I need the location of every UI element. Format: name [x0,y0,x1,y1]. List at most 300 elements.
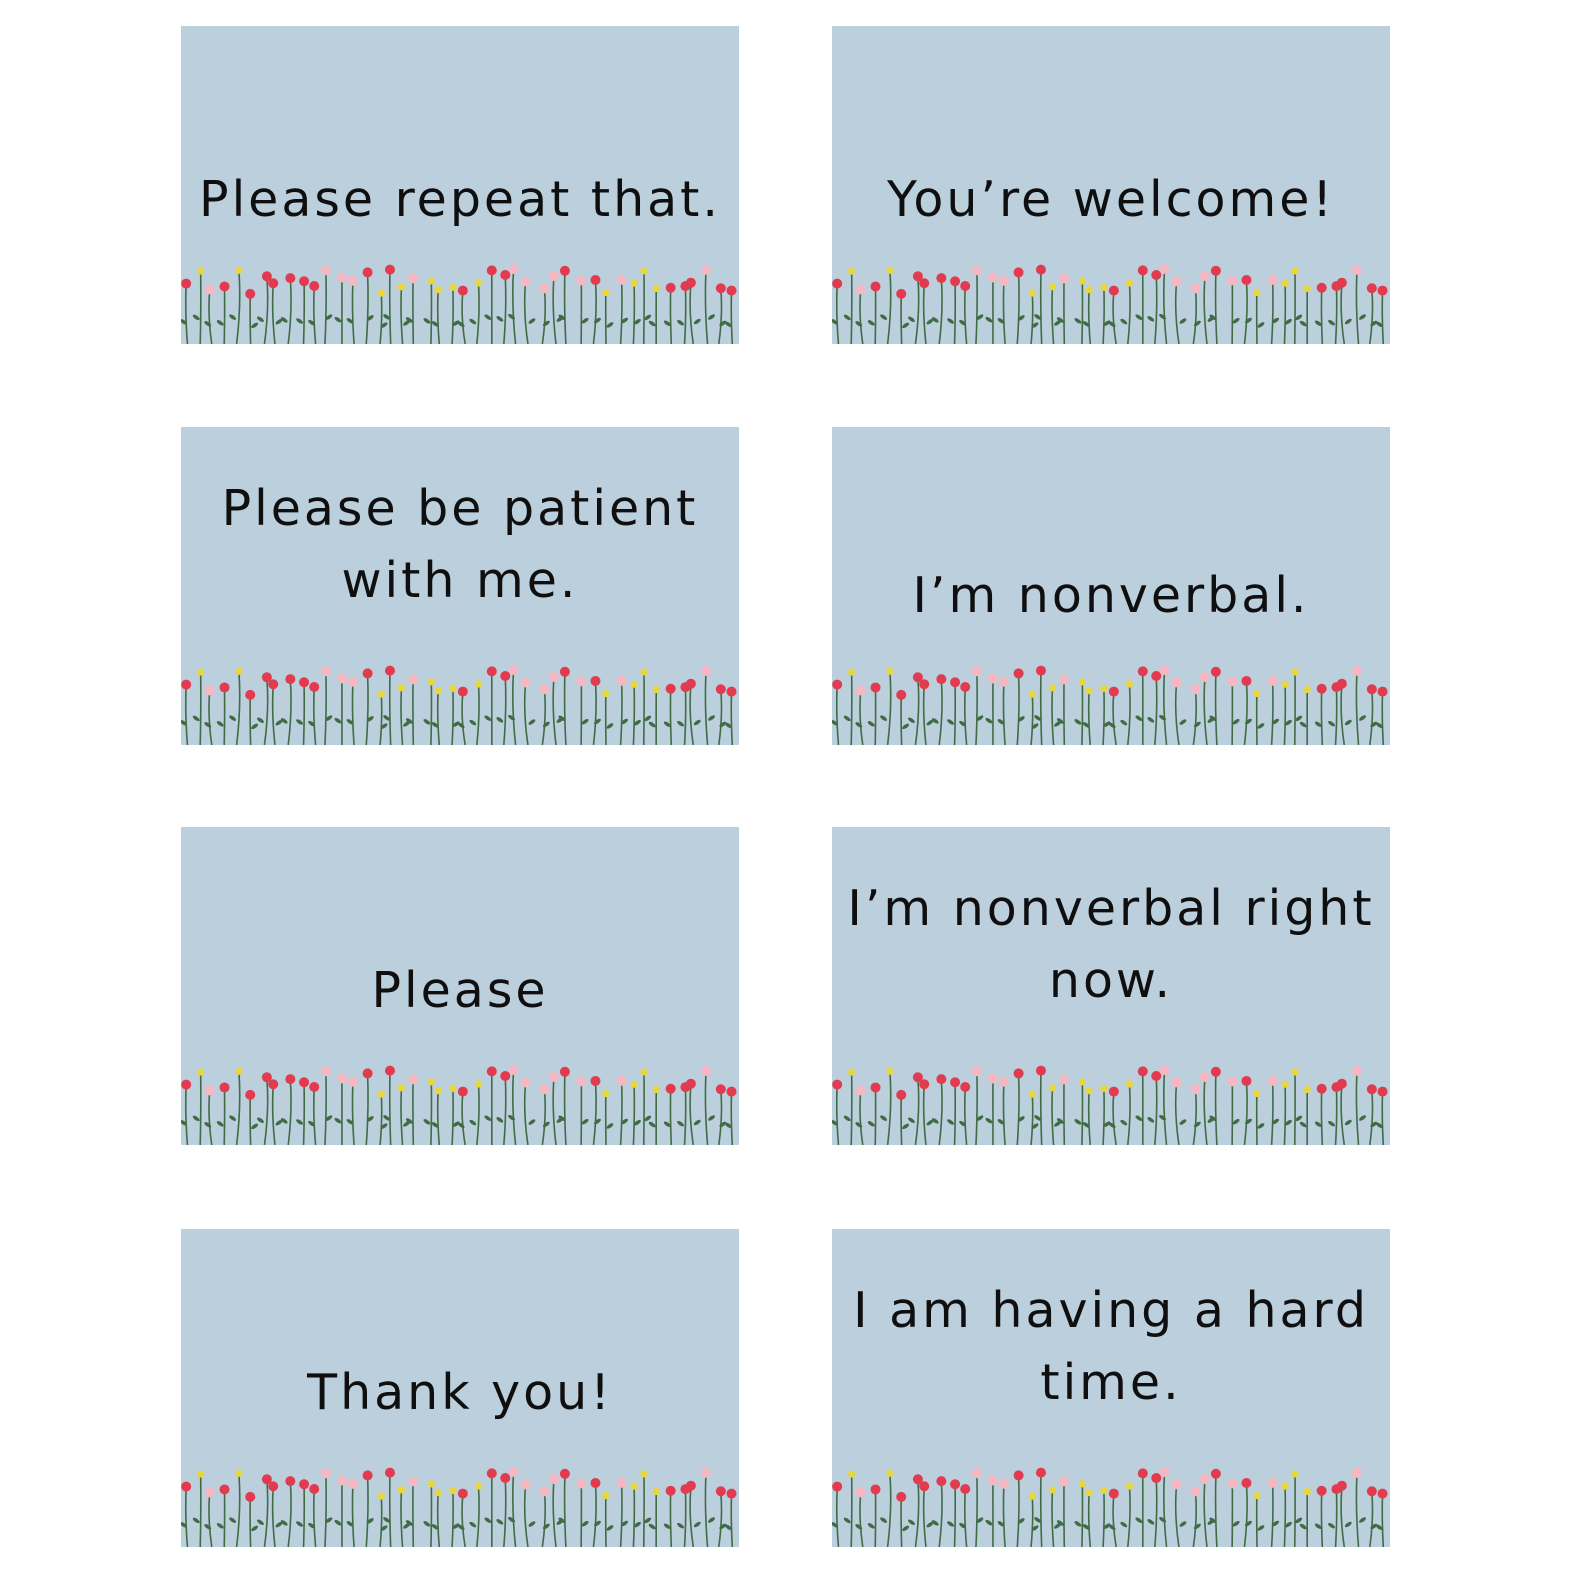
flower-icon [280,1074,295,1145]
flower-icon [946,276,960,344]
flower-icon [382,1468,395,1547]
flower-icon [1200,1474,1215,1547]
flower-icon [716,1084,727,1145]
flower-icon [867,682,881,745]
flower-icon [1108,1087,1119,1145]
flower-icon [1074,1480,1086,1547]
flower-icon [663,1486,676,1547]
flower-icon [1108,1489,1119,1547]
flower-icon [1200,271,1215,344]
flower-icon [1147,1473,1162,1547]
flower-icon [1352,1066,1367,1145]
flower-icon [879,668,893,745]
flower-icon [631,1483,642,1547]
flower-icon [640,1068,652,1145]
flower-icon [879,1470,893,1547]
flower-icon [1241,1478,1252,1547]
flower-icon [245,1492,259,1547]
card-text: You’re welcome! [886,171,1336,228]
flower-icon [1147,270,1162,344]
flower-icon [602,690,614,745]
flower-icon [539,283,550,344]
flower-icon [701,1468,716,1547]
flower-icon [558,667,570,745]
flower-icon [268,1079,283,1145]
flower-icon [1367,283,1378,344]
flower-icon [1291,668,1303,745]
flower-border [832,1463,1390,1547]
flower-icon [457,286,468,344]
flower-icon [1135,666,1148,745]
flower-icon [192,1068,204,1145]
flower-border [181,661,739,745]
flower-icon [896,289,910,344]
flower-icon [181,680,191,745]
flower-icon [617,1478,629,1547]
flower-icon [1241,676,1252,745]
flower-icon [716,684,727,745]
flower-icon [879,267,893,344]
flower-icon [1299,686,1311,745]
flower-icon [468,680,482,745]
flower-icon [549,1474,564,1547]
flower-icon [457,1087,468,1145]
flower-icon [854,1085,865,1145]
flower-icon [946,1479,960,1547]
flower-icon [724,1087,737,1145]
flower-icon [640,267,652,344]
flower-icon [1209,1469,1221,1547]
flower-icon [1135,265,1148,344]
flower-icon [1056,674,1069,745]
flower-icon [1033,1066,1046,1145]
flower-icon [1268,1478,1280,1547]
flower-icon [203,284,214,344]
flower-icon [203,1085,214,1145]
flower-icon [854,685,865,745]
card-text: I am having a hard time. [853,1282,1369,1411]
flower-icon [363,668,375,745]
flower-icon [1056,273,1069,344]
flower-icon [1282,1483,1293,1547]
flower-icon [496,270,511,344]
flower-icon [997,276,1009,344]
flower-icon [203,685,214,745]
flower-icon [334,1073,347,1145]
flower-icon [484,666,497,745]
flower-icon [1314,1486,1327,1547]
flower-icon [1367,684,1378,745]
flower-icon [1171,1077,1187,1145]
flower-icon [539,1486,550,1547]
flower-icon [663,283,676,344]
flower-icon [1074,277,1086,344]
flower-icon [192,668,204,745]
flower-icon [181,1482,191,1547]
flower-icon [1268,1076,1280,1145]
flower-icon [295,677,309,745]
flower-icon [431,286,442,344]
flower-icon [931,1476,946,1547]
flower-icon [1119,1080,1133,1145]
flower-icon [1209,667,1221,745]
flower-icon [280,1476,295,1547]
flower-icon [423,1078,435,1145]
flower-icon [307,281,319,344]
flower-icon [648,1488,660,1547]
flower-icon [307,1082,319,1145]
flower-icon [1327,1082,1341,1145]
flower-icon [972,1468,984,1547]
flower-icon [484,1066,497,1145]
flower-icon [931,674,946,745]
flower-icon [1082,1489,1093,1547]
card-please-repeat [181,26,739,344]
flower-icon [854,1487,865,1547]
flower-icon [203,1487,214,1547]
flower-icon [539,684,550,745]
flower-icon [1074,1078,1086,1145]
flower-icon [1291,1068,1303,1145]
flower-icon [919,679,934,745]
card-text: Please be patient with me. [221,480,699,609]
flower-icon [832,1482,842,1547]
flower-icon [631,280,642,344]
flower-icon [716,1486,727,1547]
flower-icon [1282,280,1293,344]
flower-icon [457,1489,468,1547]
flower-icon [1014,1068,1026,1145]
flower-icon [245,1090,259,1145]
flower-icon [1375,687,1388,745]
flower-icon [192,267,204,344]
flower-icon [701,1066,716,1145]
flower-icon [1268,275,1280,344]
flower-icon [631,681,642,745]
flower-icon [946,1077,960,1145]
flower-icon [1327,281,1341,344]
flower-icon [405,674,418,745]
flower-icon [457,687,468,745]
flower-icon [832,279,842,344]
card-text: Thank you! [307,1364,613,1421]
flower-icon [832,680,842,745]
flower-icon [1171,276,1187,344]
flower-icon [1014,267,1026,344]
card-text: Please [371,962,549,1019]
flower-icon [1049,1084,1062,1145]
flower-icon [724,687,737,745]
card-im-nonverbal-right-now [832,827,1390,1145]
flower-icon [558,266,570,344]
flower-icon [1299,1086,1311,1145]
flower-icon [228,668,242,745]
flower-icon [1119,1482,1133,1547]
flower-icon [1033,1468,1046,1547]
flower-icon [896,1090,910,1145]
flower-icon [181,1080,191,1145]
flower-icon [321,265,333,344]
flower-icon [382,666,395,745]
flower-icon [1033,666,1046,745]
flower-icon [576,275,589,344]
flower-icon [663,684,676,745]
flower-icon [663,1084,676,1145]
flower-icon [1033,265,1046,344]
flower-icon [985,1475,998,1547]
flower-icon [268,278,283,344]
flower-icon [972,666,984,745]
flower-icon [617,275,629,344]
flower-icon [931,1074,946,1145]
flower-icon [1375,1087,1388,1145]
flower-icon [1049,283,1062,344]
flower-icon [879,1068,893,1145]
flower-icon [1268,676,1280,745]
flower-icon [245,690,259,745]
flower-icon [648,285,660,344]
flower-icon [1227,1478,1240,1547]
flower-border [832,661,1390,745]
flower-icon [843,1068,855,1145]
flower-icon [1291,1470,1303,1547]
flower-icon [1190,1084,1201,1145]
flower-icon [431,1087,442,1145]
flower-border [832,260,1390,344]
flower-icon [1352,666,1367,745]
flower-icon [382,265,395,344]
flower-icon [1291,267,1303,344]
flower-icon [484,265,497,344]
flower-icon [985,272,998,344]
flower-icon [346,1479,358,1547]
flower-icon [321,1468,333,1547]
flower-icon [307,682,319,745]
card-having-a-hard-time [832,1229,1390,1547]
flower-icon [346,276,358,344]
card-text: I’m nonverbal. [912,567,1310,624]
flower-icon [321,1066,333,1145]
flower-icon [931,273,946,344]
flower-icon [1282,1081,1293,1145]
flower-icon [1209,1067,1221,1145]
flower-icon [1314,283,1327,344]
flower-icon [363,1068,375,1145]
flower-icon [1108,687,1119,745]
flower-icon [468,1482,482,1547]
flower-icon [958,1082,970,1145]
flower-icon [216,281,230,344]
flower-icon [1253,1090,1265,1145]
flower-icon [1299,1488,1311,1547]
flower-icon [1135,1066,1148,1145]
flower-icon [631,1081,642,1145]
flower-icon [617,676,629,745]
card-please-be-patient [181,427,739,745]
flower-icon [1352,265,1367,344]
flower-icon [576,1478,589,1547]
flower-icon [919,1481,934,1547]
flower-icon [549,271,564,344]
flower-icon [558,1469,570,1547]
flower-icon [346,677,358,745]
flower-icon [1082,687,1093,745]
flower-icon [1253,289,1265,344]
flower-icon [919,1079,934,1145]
flower-icon [648,1086,660,1145]
flower-icon [228,1470,242,1547]
card-thank-you [181,1229,739,1547]
flower-icon [1119,279,1133,344]
flower-icon [1135,1468,1148,1547]
flower-icon [1299,285,1311,344]
flower-icon [1314,1084,1327,1145]
flower-icon [602,1090,614,1145]
flower-icon [1108,286,1119,344]
flower-icon [985,673,998,745]
flower-icon [268,1481,283,1547]
flower-icon [676,1082,690,1145]
card-im-nonverbal [832,427,1390,745]
flower-icon [398,1486,411,1547]
flower-icon [405,1476,418,1547]
flower-icon [1253,690,1265,745]
flower-icon [496,671,511,745]
flower-icon [724,286,737,344]
flower-icon [602,289,614,344]
flower-icon [181,279,191,344]
flower-icon [1314,684,1327,745]
flower-icon [245,289,259,344]
flower-icon [549,1072,564,1145]
flower-icon [997,1077,1009,1145]
flower-icon [484,1468,497,1547]
flower-icon [1282,681,1293,745]
flower-icon [1375,286,1388,344]
flower-icon [1241,275,1252,344]
flower-icon [1014,1470,1026,1547]
flower-icon [1014,668,1026,745]
flower-icon [228,1068,242,1145]
flower-icon [1241,1076,1252,1145]
flower-icon [321,666,333,745]
flower-icon [405,1074,418,1145]
flower-icon [1367,1084,1378,1145]
flower-icon [843,267,855,344]
flower-icon [558,1067,570,1145]
flower-icon [590,676,601,745]
flower-icon [1190,283,1201,344]
flower-icon [423,277,435,344]
flower-icon [520,276,536,344]
flower-icon [398,1084,411,1145]
flower-icon [843,668,855,745]
flower-border [181,260,739,344]
flower-icon [468,279,482,344]
flower-icon [268,679,283,745]
flower-icon [398,684,411,745]
flower-icon [520,677,536,745]
flower-icon [1190,1486,1201,1547]
flower-icon [216,682,230,745]
flower-icon [334,272,347,344]
flower-icon [602,1492,614,1547]
flower-icon [972,265,984,344]
card-text: I’m nonverbal right now. [847,880,1375,1009]
flower-icon [382,1066,395,1145]
flower-icon [972,1066,984,1145]
flower-icon [1082,1087,1093,1145]
flower-icon [1227,676,1240,745]
flower-icon [398,283,411,344]
flower-icon [676,281,690,344]
flower-icon [423,1480,435,1547]
flower-icon [1200,672,1215,745]
flower-icon [1074,678,1086,745]
flower-icon [867,1082,881,1145]
flower-icon [539,1084,550,1145]
flower-icon [1190,684,1201,745]
flower-icon [228,267,242,344]
flower-icon [1375,1489,1388,1547]
flower-icon [1253,1492,1265,1547]
flower-icon [590,1478,601,1547]
flower-icon [701,666,716,745]
flower-icon [676,1484,690,1547]
flower-icon [896,690,910,745]
flower-icon [1049,684,1062,745]
flower-border [181,1061,739,1145]
flower-icon [1049,1486,1062,1547]
card-youre-welcome [832,26,1390,344]
flower-icon [919,278,934,344]
flower-icon [1119,680,1133,745]
flower-icon [520,1479,536,1547]
flower-icon [1352,1468,1367,1547]
flower-icon [431,687,442,745]
flower-icon [520,1077,536,1145]
flower-icon [1147,671,1162,745]
flower-icon [640,668,652,745]
flower-icon [576,676,589,745]
flower-icon [997,1479,1009,1547]
flower-icon [1171,1479,1187,1547]
flower-icon [1209,266,1221,344]
flower-icon [216,1484,230,1547]
flower-icon [549,672,564,745]
flower-icon [1327,1484,1341,1547]
flower-icon [334,673,347,745]
flower-icon [854,284,865,344]
flower-icon [1227,275,1240,344]
flower-icon [676,682,690,745]
flower-icon [307,1484,319,1547]
flower-icon [1056,1074,1069,1145]
flower-icon [1327,682,1341,745]
flower-border [181,1463,739,1547]
flower-icon [423,678,435,745]
flower-icon [280,674,295,745]
flower-icon [843,1470,855,1547]
flower-icon [1147,1071,1162,1145]
flower-icon [997,677,1009,745]
flower-icon [216,1082,230,1145]
flower-icon [346,1077,358,1145]
flower-icon [280,273,295,344]
flower-icon [946,677,960,745]
flower-icon [192,1470,204,1547]
flower-icon [334,1475,347,1547]
